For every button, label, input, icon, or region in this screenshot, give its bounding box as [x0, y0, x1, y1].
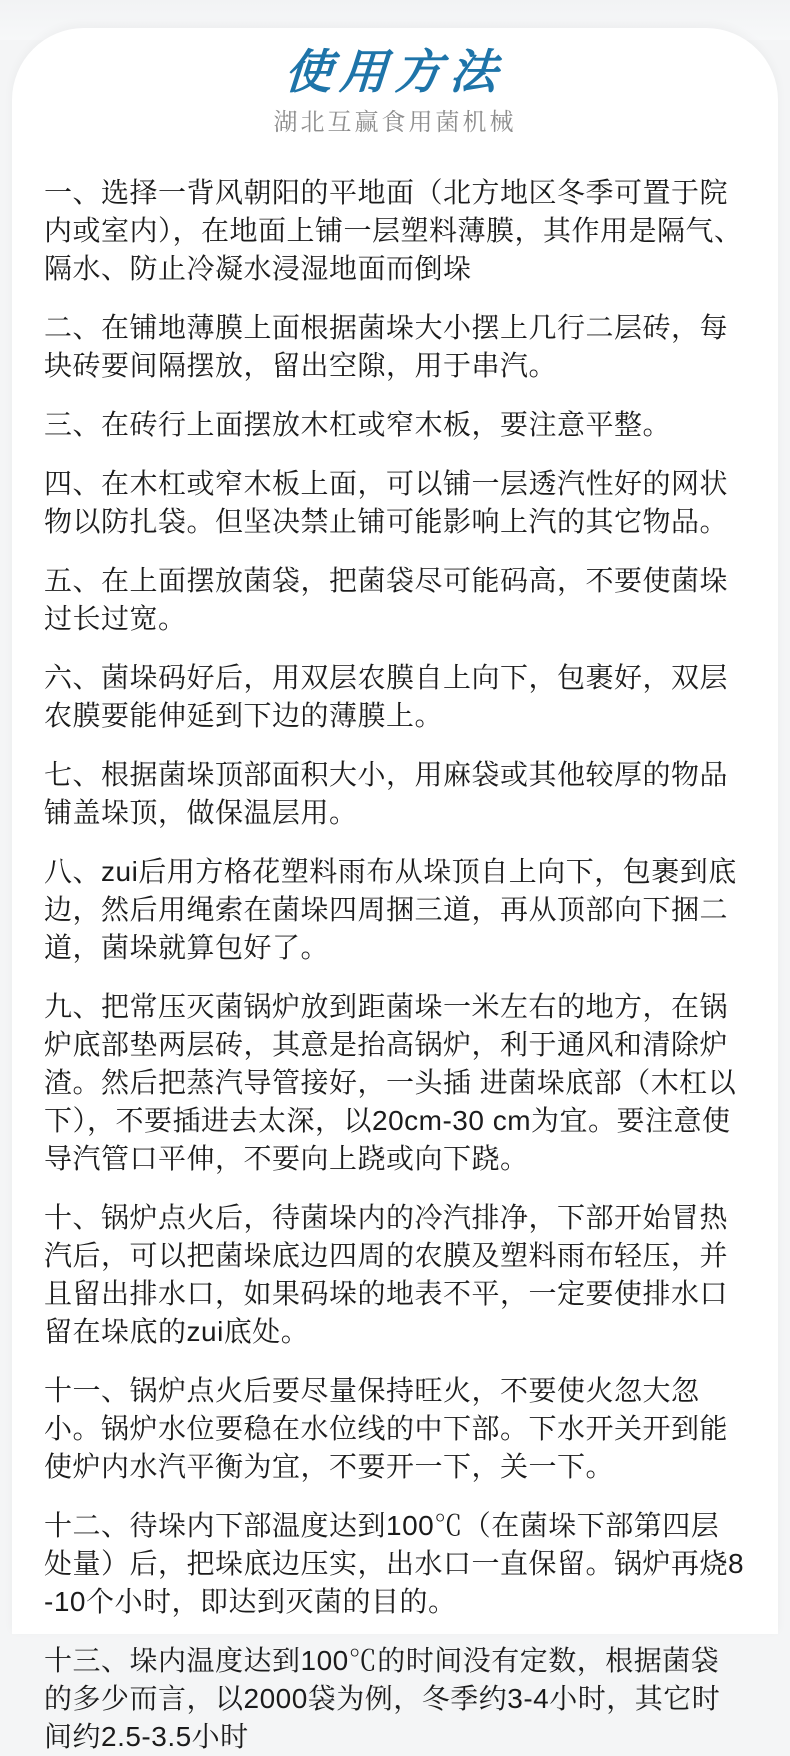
- instruction-card: [12, 28, 778, 1752]
- instruction-paragraph: 四、在木杠或窄木板上面，可以铺一层透汽性好的网状物以防扎袋。但坚决禁止铺可能影响上汽的其它物品。: [44, 468, 729, 537]
- instruction-paragraph: 十二、待垛内下部温度达到100℃（在菌垛下部第四层处量）后，把垛底边压实，出水口一直保留。锅炉再烧8-10个小时，即达到灭菌的目的。: [44, 1510, 745, 1617]
- instruction-paragraph: 二、在铺地薄膜上面根据菌垛大小摆上几行二层砖，每块砖要间隔摆放，留出空隙，用于串汽。: [44, 312, 729, 381]
- page-title: 使用方法: [283, 45, 507, 98]
- instruction-paragraph: 七、根据菌垛顶部面积大小，用麻袋或其他较厚的物品铺盖垛顶，做保温层用。: [44, 759, 729, 828]
- instruction-paragraph: 九、把常压灭菌锅炉放到距菌垛一米左右的地方，在锅炉底部垫两层砖，其意是抬高锅炉，利于通风和清除炉渣。然后把蒸汽导管接好，一头插 进菌垛底部（木杠以下），不要插进去太深，以20cm-30 cm为宜。要注意使导汽管口平伸，不要向上跷或向下跷。: [44, 991, 737, 1174]
- instruction-paragraph: 五、在上面摆放菌袋，把菌袋尽可能码高，不要使菌垛过长过宽。: [44, 565, 729, 634]
- instruction-paragraph: 十、锅炉点火后，待菌垛内的冷汽排净，下部开始冒热汽后，可以把菌垛底边四周的农膜及塑料雨布轻压，并且留出排水口，如果码垛的地表不平，一定要使排水口留在垛底的zui底处。: [44, 1202, 729, 1347]
- instruction-paragraph: 十三、垛内温度达到100℃的时间没有定数，根据菌袋的多少而言，以2000袋为例，冬季约3-4小时，其它时间约2.5-3.5小时: [44, 1645, 721, 1752]
- instruction-list: [42, 174, 748, 1756]
- instruction-paragraph: 六、菌垛码好后，用双层农膜自上向下，包裹好，双层农膜要能伸延到下边的薄膜上。: [44, 662, 729, 731]
- instruction-paragraph: 八、zui后用方格花塑料雨布从垛顶自上向下，包裹到底边，然后用绳索在菌垛四周捆三道，再从顶部向下捆二道，菌垛就算包好了。: [44, 856, 737, 963]
- page-subtitle: 湖北互赢食用菌机械: [273, 109, 517, 136]
- instruction-paragraph: 一、选择一背风朝阳的平地面（北方地区冬季可置于院内或室内），在地面上铺一层塑料薄膜，其作用是隔气、隔水、防止冷凝水浸湿地面而倒垛: [44, 177, 743, 284]
- instruction-paragraph: 十一、锅炉点火后要尽量保持旺火，不要使火忽大忽小。锅炉水位要稳在水位线的中下部。下水开关开到能使炉内水汽平衡为宜，不要开一下，关一下。: [44, 1375, 729, 1482]
- instruction-paragraph: 三、在砖行上面摆放木杠或窄木板，要注意平整。: [44, 409, 672, 440]
